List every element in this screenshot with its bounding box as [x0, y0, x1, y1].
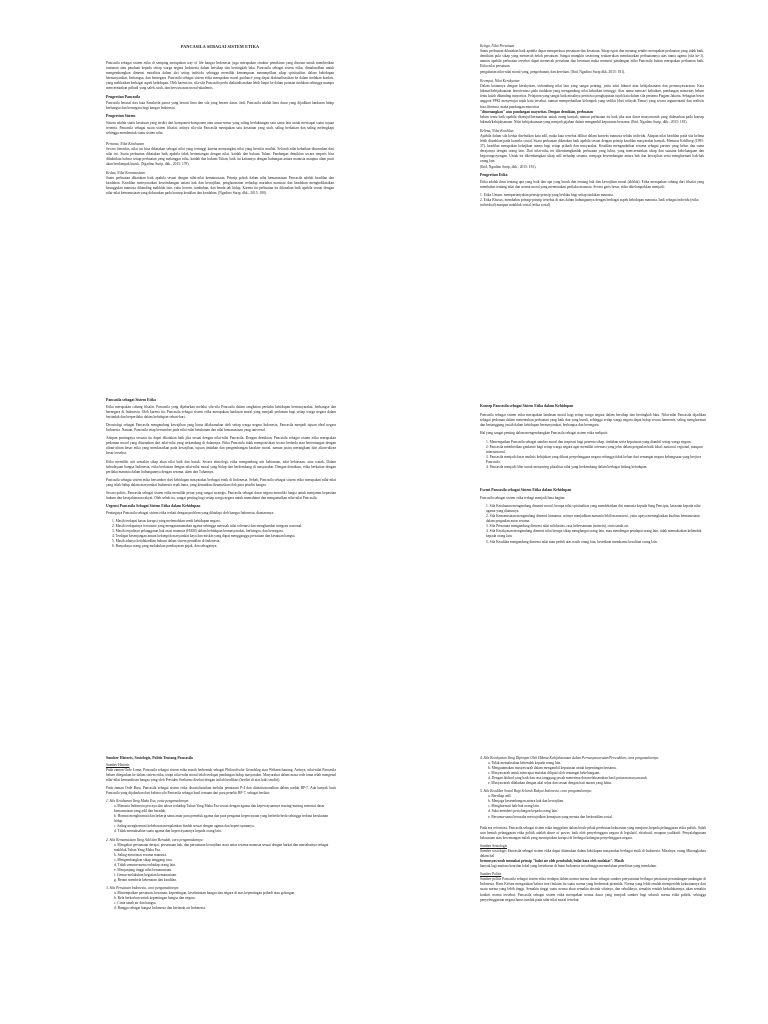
- paragraph: Pancasila sebagai sistem etika bersumber dari kehidupan masyarakat berbagai etnik di Indonesia. Sebab, Pancasila sebagai sistem etika merupakan nilai-nilai yang telah hidup dalam masyarakat Indonesia sejak lama, yang kemudian dirumuskan oleh para pendiri bangsa.: [106, 477, 336, 487]
- section-heading: Pengertian Pancasila: [106, 94, 141, 99]
- list-item: 2. Etika Khusus, membahas prinsip-prinsip tersebut di atas dalam hubungannya dengan berbagai aspek kehidupan manusia, baik sebagai individu (etika individual) maupun makhluk sosial (etika sosial).: [480, 198, 699, 208]
- subsection-heading: Sumber Politis: [480, 872, 502, 877]
- section-heading: Konsep Pancasila sebagai Sistem Etika dalam Kehidupan: [480, 404, 574, 408]
- reference-text: (Ibid, Ngadino Surip, dkk., 2015: 181).: [480, 165, 537, 170]
- list-item: c. Mengembangkan sikap tenggang rasa.: [114, 857, 173, 862]
- list-item: e. Bersama-sama berusaha mewujudkan kemajuan yang merata dan berkeadilan sosial.: [488, 814, 613, 819]
- subsection-heading: Pertama, Nilai Ketuhanan: [106, 142, 145, 147]
- list-item: 3. Pancasila menjadi dasar analisis kebijakan yang dibuat penyelenggara negara sehingga tidak keluar dari semangat negara kebangsaan yang berjiwa Pancasila.: [486, 454, 702, 464]
- list-item: d. Bangga sebagai bangsa Indonesia dan bertanah air Indonesia.: [114, 906, 206, 911]
- paragraph: Adapun pentingnya sesuatu itu dapat dikatakan baik jika sesuai dengan nilai-nilai Pancasila. Dengan demikian, Pancasila sebagai sistem etika merupakan pedoman moral yang diturunkan dari nilai-nilai yang terkandung di dalamnya. Etika Pancasila tidak memposisikan secara berbeda atau bertentangan dengan aliran-aliran besar etika yang mendasarkan pada kewajiban, tujuan tindakan dan pengembangan karakter moral, namun justru merangkum dari aliran-aliran besar tersebut.: [106, 436, 336, 456]
- paragraph: Etika memiliki arti semakin sikap akan nilai baik dan buruk. Secara etimologi, etika mengandung arti kebiasaan, adat kebiasaan, atau watak. Dalam kebudayaan bangsa Indonesia, etika berkaitan dengan nilai-nilai moral yang hidup dan berkembang di masyarakat. Dengan demikian, etika berkaitan dengan perilaku manusia dalam hubungannya dengan sesama, alam dan Tuhannya.: [106, 459, 336, 474]
- list-item: d. Tidak semena-mena terhadap orang lain.: [114, 862, 176, 867]
- list-heading: 4. Sila Kerakyatan Yang Dipimpin Oleh Hikmat Kebijaksanaan dalam Permusyawaratan/Perwakilan, cara pengamalannya:: [480, 756, 660, 760]
- paragraph: Apabila dalam sila kedua disebutkan kata adil, maka kata tersebut dilihat dalam konteks manusia selaku individu. Adapun nilai keadilan pada sila kelima lebih diarahkan pada konteks sosial. Suatu perbuatan dikatakan baik apabila sesuai dengan prinsip keadilan masyarakat banyak. Menurut Kohlberg (1995: 37), keadilan merupakan kebajikan utama bagi setiap pribadi dan masyarakat. Keadilan mengandaikan sesama sebagai partner yang bebas dan sama derajatnya dengan orang lain. Dari nilai-nilai ini dikembangkanlah perbuatan yang luhur, yang mencerminkan sikap dan suasana kekeluargaan dan kegotongroyongan. Untuk itu dikembangkan sikap adil terhadap sesama, menjaga keseimbangan antara hak dan kewajiban serta menghormati hak-hak orang lain.: [480, 133, 704, 163]
- list-item: g. Berani membela kebenaran dan keadilan.: [114, 877, 177, 882]
- subsection-heading: Keempat, Nilai Kerakyatan: [480, 79, 520, 84]
- list-heading: 1. Sila Ketuhanan Yang Maha Esa, yaitu pengamalannya:: [106, 799, 190, 804]
- list-item: 4. Terdapat kesenjangan antara kelompok masyarakat kaya dan miskin yang dapat mengganggu persatuan dan kesatuan bangsa.: [112, 534, 296, 539]
- list-heading: 2. Sila Kemanusiaan Yang Adil dan Beradab, cara pengamalannya:: [106, 837, 204, 842]
- list-item: c. Musyawarah untuk mencapai mufakat diliputi oleh semangat kekeluargaan.: [488, 771, 601, 776]
- list-item: b. Saling mencintai sesama manusia.: [114, 852, 167, 857]
- list-item: 3. Sila Persatuan mengandung dimensi nilai solidaritas, rasa kebersamaan (mitsein), cinta tanah air.: [486, 524, 629, 529]
- list-item: f. Gemar melakukan kegiatan kemanusiaan.: [114, 872, 178, 877]
- paragraph: Dalam kaitannya dengan kerakyatan, terkandung nilai lain yang sangat penting, yaitu nilai hikmat atau kebijaksanaan dan permusyawaratan. Kata hikmat/kebijaksanaan berorientasi pada tindakan yang mengandung nilai kebaikan tertinggi. Atas nama mencari kebaikan, pandangan minoritas belum tentu kalah dibanding mayoritas. Pelajaran yang sangat baik misalnya peristiwa penghapusan tujuh kata dalam sila pertama Piagam Jakarta. Sebagian besar anggota PPKI menyetujui tujuh kata tersebut, namun memperhatikan kelompok yang sedikit (dari wilayah Timur) yang secara argumentatif dan realistis bisa diterima, maka pandangan minoritas: [480, 84, 704, 109]
- list-item: 1. Masih terdapat kasus korupsi yang melemahkan sendi kehidupan negara.: [112, 519, 221, 524]
- list-item: 1. Etika Umum, mempertanyakan prinsip-prinsip yang berlaku bagi setiap tindakan manusia.: [480, 193, 614, 198]
- emphasized-text: bermusyawarah memakai prinsip "bulat air oleh pembuluh, bulat kata oleh mufakat". Masih: [480, 859, 624, 864]
- subsection-heading: Kedua, Nilai Kemanusiaan: [106, 171, 146, 176]
- document-page-3: [106, 398, 336, 678]
- subsection-heading: Sumber Sosiologis: [480, 843, 508, 848]
- list-item: e. Musyawarah dilakukan dengan akal sehat dan sesuai dengan hati nurani yang luhur.: [488, 781, 612, 786]
- list-item: d. Tidak memaksakan suatu agama dan kepercayaannya kepada orang lain.: [114, 829, 222, 834]
- list-item: a. Mengakui persamaan derajat, persamaan hak, dan persamaan kewajiban asasi antar sesama manusia sesuai dengan harkat dan martabatnya sebagai makhluk Tuhan Yang Maha Esa.: [114, 842, 329, 852]
- list-item: 2. Masih terdapatnya terorisme yang mengatasnamakan agama sehingga merusak nilai toleransi dan menghambat integrasi nasional.: [112, 524, 303, 529]
- emphasized-text: "dimenangkan" atas pandangan mayoritas. Dengan demikian, perbuatan: [480, 109, 594, 114]
- section-heading: Sumber Historis, Sosiologis, Politis Tentang Pancasila: [106, 756, 193, 760]
- list-item: a. Bersikap adil.: [488, 794, 512, 799]
- paragraph: Sumber sosiologis Pancasila sebagai sistem etika dapat ditemukan dalam kehidupan masyarakat berbagai etnik di Indonesia. Misalnya, orang Minangkabau dalam hal: [480, 848, 706, 858]
- section-heading: Pancasila sebagai Sistem Etika: [106, 398, 156, 402]
- paragraph: Suatu perbuatan dikatakan baik apabila dapat memperkuat persatuan dan kesatuan. Sikap egois dan menang sendiri merupakan perbuatan yang tidak baik, demikian pula sikap yang memecah belah persatuan. Sangat mungkin seseorang seakan-akan mendasarkan perbuatannya atas nama agama (sila ke-1), namun apabila perbuatan tersebut dapat memecah persatuan dan kesatuan maka menurut pandangan etika Pancasila bukan merupakan perbuatan baik. Etika nilai persatuan: [480, 49, 704, 69]
- list-item: a. Tidak memaksakan kehendak kepada orang lain.: [488, 761, 562, 766]
- list-item: e. Menjunjung tinggi nilai kemanusiaan.: [114, 867, 173, 872]
- list-item: 4. Sila Kerakyatan mengandung dimensi nilai berupa sikap menghargai orang lain, mau mendengar pendapat orang lain, tidak memaksakan kehendak kepada orang lain.: [486, 529, 702, 539]
- section-heading: Pengertian Etika: [480, 173, 508, 178]
- paragraph: Hal yang sangat penting dalam mengembangkan Pancasila sebagai sistem etika meliputi:: [480, 431, 608, 436]
- list-heading: 3. Sila Persatuan Indonesia, cara pengamalannya:: [106, 885, 180, 890]
- list-item: 2. Pancasila memberikan guidance bagi setiap warga negara agar memiliki orientasi yang jelas dalam pergaulan baik lokal, nasional, regional, maupun internasional.: [486, 444, 703, 454]
- list-item: b. Menjaga keseimbangan antara hak dan kewajiban.: [488, 799, 565, 804]
- list-item: 1. Menempatkan Pancasila sebagai sumber moral dan inspirasi bagi penentu sikap, tindakan serta keputusan yang diambil setiap warga negara.: [486, 439, 692, 444]
- list-item: 5. Masih adanya ketidakadilan hukum dalam sistem peradilan di Indonesia.: [112, 539, 221, 544]
- paragraph: banyak lagi mutiara kearifan lokal yang bertebaran di bumi Indonesia ini sehingga memerlukan penelitian yang mendalam.: [480, 864, 658, 869]
- list-item: d. Suka memberi pertolongan kepada orang lain.: [488, 809, 558, 814]
- list-item: c. Cinta tanah air dan bangsa.: [114, 901, 157, 906]
- paragraph: Sistem adalah suatu kesatuan yang terdiri dari komponen-komponen atau unsur-unsur yang saling berhubungan satu sama lain untuk mencapai suatu tujuan tertentu. Pancasila sebagai suatu sistem filsafat, artinya sila-sila Pancasila merupakan satu kesatuan yang utuh, saling berkaitan dan saling melengkapi sehingga membentuk suatu sistem nilai.: [106, 120, 334, 135]
- list-item: c. Menghormati hak-hak orang lain.: [488, 804, 540, 809]
- list-item: 2. Sila Kemanusiaan mengandung dimensi humanus, artinya menjadikan manusia lebih manusiawi, yaitu upaya meningkatkan kualitas kemanusiaan dalam pergaulan antar sesama.: [486, 514, 700, 524]
- list-item: d. Dengan iktikad yang baik dan rasa tanggung jawab menerima dan melaksanakan hasil putusan musyawarah.: [488, 776, 648, 781]
- section-heading: Esensi Pancasila sebagai Sistem Etika dalam Kehidupan: [480, 487, 572, 492]
- page-title: PANCASILA SEBAGAI SISTEM ETIKA: [180, 44, 260, 49]
- document-page-1: [106, 44, 334, 344]
- list-item: b. Rela berkorban untuk kepentingan bangsa dan negara.: [114, 896, 196, 901]
- paragraph: Pada era reformasi, Pancasila sebagai sistem etika tenggelam dalam hiruk-pikuk perebutan kekuasaan yang menjurus kepada pelanggaran etika politik. Salah satu bentuk pelanggaran etika politik adalah abuse of power, baik oleh penyelenggara negara di legislatif, eksekutif, maupun yudikatif. Penyalahgunaan kekuasaan atau kewenangan inilah yang menciptakan korupsi di berbagai kalangan penyelenggara negara.: [480, 825, 706, 840]
- intro-paragraph: Pancasila sebagai sistem etika di samping merupakan way of life bangsa Indonesia, juga merupakan struktur pemikiran yang disusun untuk memberikan tuntunan atau panduan kepada setiap warga negara Indonesia dalam bersikap dan bertingkah laku. Pancasila sebagai sistem etika, dimaksudkan untuk mengembangkan dimensi moralitas dalam diri setiap individu sehingga memiliki kemampuan menampilkan sikap spiritualitas dalam kehidupan bermasyarakat, berbangsa, dan bernegara. Pancasila sebagai sistem etika merupakan moral guidance yang dapat diaktualisasikan ke dalam tindakan konkrit, yang melibatkan berbagai aspek kehidupan. Oleh karena itu, sila-sila Pancasila perlu diaktualisasikan lebih lanjut ke dalam putusan tindakan sehingga mampu mencerminkan pribadi yang saleh, utuh, dan berwawasan moral-akademis.: [106, 61, 334, 91]
- document-page-6: [480, 756, 706, 1018]
- list-item: b. Mengutamakan musyawarah dalam mengambil keputusan untuk kepentingan bersama.: [488, 766, 617, 771]
- paragraph: Secara politis, Pancasila sebagai sistem etika memiliki peran yang sangat strategis. Pancasila sebagai dasar negara memiliki fungsi untuk menjamin kepastian hukum dan kesejahteraan rakyat. Oleh sebab itu, sangat penting bagi setiap warga negara untuk memahami dan mengamalkan nilai-nilai Pancasila.: [106, 491, 336, 501]
- subsection-heading: Sumber Historis: [106, 762, 130, 767]
- paragraph: Pancasila berasal dari kata Sanskerta panca yang berarti lima dan sila yang berarti dasar. Jadi, Pancasila adalah lima dasar yang dijadikan landasan hidup berbangsa dan bernegara bagi bangsa Indonesia.: [106, 101, 334, 111]
- reference-text: pengabaian nilai-nilai moral yang, pengorbanan, dan kerelaan. (Ibid, Ngadino Surip dkk, 2015: 181).: [480, 70, 626, 75]
- paragraph: Deontologi sebagai Pancasila mengandung kewajiban yang harus dilaksanakan oleh setiap warga negara Indonesia. Pancasila menjadi tujuan ideal negara Indonesia. Namun, Pancasila tetap bersumber pada nilai-nilai ketuhanan dan nilai kemanusiaan yang universal.: [106, 422, 336, 432]
- paragraph: Pancasila sebagai sistem etika merupakan landasan moral bagi setiap warga negara dalam bersikap dan bertingkah laku. Nilai-nilai Pancasila dijadikan sebagai pedoman dalam menentukan perbuatan yang baik dan yang buruk, sehingga setiap warga negara dapat hidup secara harmonis, saling menghormati dan bertanggung jawab dalam kehidupan bermasyarakat, berbangsa dan bernegara.: [480, 413, 706, 428]
- list-item: 3. Masih terjadinya pelanggaran hak asasi manusia (HAM) dalam kehidupan bermasyarakat, berbangsa, dan bernegara.: [112, 529, 284, 534]
- paragraph: Etika adalah ilmu tentang apa yang baik dan apa yang buruk dan tentang hak dan kewajiban moral (akhlak). Etika merupakan cabang dari filsafat yang membahas tentang nilai dan norma moral yang menentukan perilaku manusia. Secara garis besar, etika dikelompokkan menjadi:: [480, 179, 704, 189]
- paragraph: Etika merupakan cabang filsafat. Pancasila yang dijabarkan melalui sila-sila Pancasila dalam rangkaian perilaku kehidupan bermasyarakat, berbangsa dan bernegara di Indonesia. Oleh karena itu, Pancasila sebagai sistem etika merupakan landasan moral yang menjadi pedoman bagi setiap warga negara dalam bertindak dan berperilaku dalam kehidupan sehari-hari.: [106, 404, 336, 419]
- paragraph: Pada zaman Orde Lama, Pancasila sebagai sistem etika masih berbentuk sebagai Philosofische Grondslag atau Weltanschauung. Artinya, nilai-nilai Pancasila belum ditegaskan ke dalam sistem etika, tetapi nilai-nilai moral telah terdapat pandangan hidup masyarakat. Masyarakat dalam masa orde lama telah mengenal nilai-nilai kemandirian bangsa yang oleh Presiden Soekarno disebut dengan istilah berdikari (berdiri di atas kaki sendiri).: [106, 767, 336, 782]
- list-heading: 5. Sila Keadilan Sosial Bagi Seluruh Rakyat Indonesia, cara pengamalannya:: [480, 789, 593, 794]
- list-item: c. Saling menghormati kebebasan menjalankan ibadah sesuai dengan agama dan kepercayaannya.: [114, 824, 255, 829]
- list-item: a. Menempatkan persatuan, kesatuan, kepentingan, keselamatan bangsa dan negara di atas kepentingan pribadi atau golongan.: [114, 891, 296, 895]
- list-item: b. Hormat menghormati dan bekerja sama antar para pemeluk agama dan para penganut kepercayaan yang berbeda-beda sehingga terbina kerukunan hidup.: [114, 814, 329, 824]
- paragraph: Pancasila sebagai sistem etika terbagi menjadi lima bagian:: [480, 495, 566, 500]
- subsection-heading: Kelima, Nilai Keadilan: [480, 128, 514, 133]
- paragraph: belum tentu baik apabila disetujui/bermanfaat untuk orang banyak, namun perbuatan itu baik jika atas dasar musyawarah yang didasarkan pada konsep hikmah/kebijaksanaan. Nilai kebijaksanaan yang menjadi pijakan dalam mengambil keputusan bersama. (Ibid, Ngadino Surip, dkk., 2015: 181).: [480, 114, 704, 124]
- paragraph: Pentingnya Pancasila sebagai sistem etika terkait dengan problem yang dihadapi oleh bangsa Indonesia, diantaranya:: [106, 510, 275, 515]
- list-item: 5. Sila Keadilan mengandung dimensi nilai mau peduli atas nasib orang lain, kesediaan membantu kesulitan orang lain.: [486, 539, 658, 544]
- section-heading: Pengertian Sistem: [106, 114, 136, 119]
- list-item: 6. Banyaknya orang yang melakukan pembayaran pajak, dan sebagainya.: [112, 544, 218, 549]
- document-page-2: [480, 44, 704, 344]
- document-page-5: [106, 756, 336, 1018]
- paragraph: Suatu perbuatan dikatakan baik apabila sesuai dengan nilai-nilai kemanusiaan. Prinsip pokok dalam nilai kemanusiaan Pancasila adalah keadilan dan keadaban. Keadilan mensyaratkan keseimbangan antara hak dan kewajiban, penghormatan terhadap martabat manusia dan keadaban mengindikasikan keunggulan manusia dibanding makhluk lain, yaitu hewan, tumbuhan, dan benda tak hidup. Karena itu perbuatan itu dikatakan baik apabila sesuai dengan nilai-nilai kemanusiaan yang didasarkan pada konsep keadilan dan keadaban. (Ngadino Surip, dkk., 2015: 180).: [106, 176, 334, 196]
- list-item: a. Manusia Indonesia percaya dan takwa terhadap Tuhan Yang Maha Esa sesuai dengan agama dan kepercayaannya masing-masing menurut dasar kemanusiaan yang adil dan beradab.: [114, 804, 325, 814]
- list-item: 4. Pancasila menjadi filter untuk menyaring pluralitas nilai yang berkembang dalam berbagai bidang kehidupan.: [486, 464, 648, 469]
- subsection-heading: Ketiga, Nilai Persatuan: [480, 44, 515, 48]
- paragraph: Secara hierarkis, nilai ini bisa dikatakan sebagai nilai yang tertinggi karena menyangkut nilai yang bersifat mutlak. Seluruh nilai kebaikan diturunkan dari nilai ini. Suatu perbuatan dikatakan baik apabila tidak bertentangan dengan nilai, kaidah dan hukum Tuhan. Pandangan demikian secara empiris bisa dibuktikan bahwa setiap perbuatan yang melanggar nilai, kaidah dan hukum Tuhan, baik itu kaitannya dengan hubungan antara manusia maupun alam pasti akan berdampak buruk. (Ngadino Surip, dkk., 2015: 178).: [106, 147, 334, 167]
- paragraph: Sumber politis Pancasila sebagai sistem etika terdapat dalam norma-norma dasar sebagai sumber penyusunan berbagai peraturan perundangan-undangan di Indonesia. Hans Kelsen mengatakan bahwa teori hukum itu suatu norma yang berbentuk piramida. Norma yang lebih rendah memperoleh kekuatannya dari suatu norma yang lebih tinggi. Semakin tinggi suatu norma akan semakin abstrak sifatnya, dan sebaliknya, semakin rendah kedudukannya, akan semakin konkrit norma tersebut. Pancasila sebagai sistem etika merupakan norma dasar yang menjadi sumber bagi seluruh norma etika politik, sehingga penyelenggaraan negara harus tunduk pada nilai-nilai moral tersebut.: [480, 877, 706, 902]
- section-heading: Urgensi Pancasila Sebagai Sistem Etika dalam Kehidupan: [106, 504, 201, 509]
- paragraph: Pada zaman Orde Baru, Pancasila sebagai sistem etika disosialisasikan melalui penataran P-4 dan diinstitusionalkan dalam wadah BP-7. Ada banyak butir Pancasila yang dijabarkan dari kelima sila Pancasila sebagai hasil temuan dari para peneliti BP-7, sebagai berikut:: [106, 785, 336, 795]
- document-page-4: [480, 404, 706, 674]
- list-item: 1. Sila Ketuhanan mengandung dimensi moral, berupa nilai spiritualitas yang mendekatkan diri manusia kepada Sang Pencipta, ketaatan kepada nilai agama yang dianutnya.: [486, 504, 701, 514]
